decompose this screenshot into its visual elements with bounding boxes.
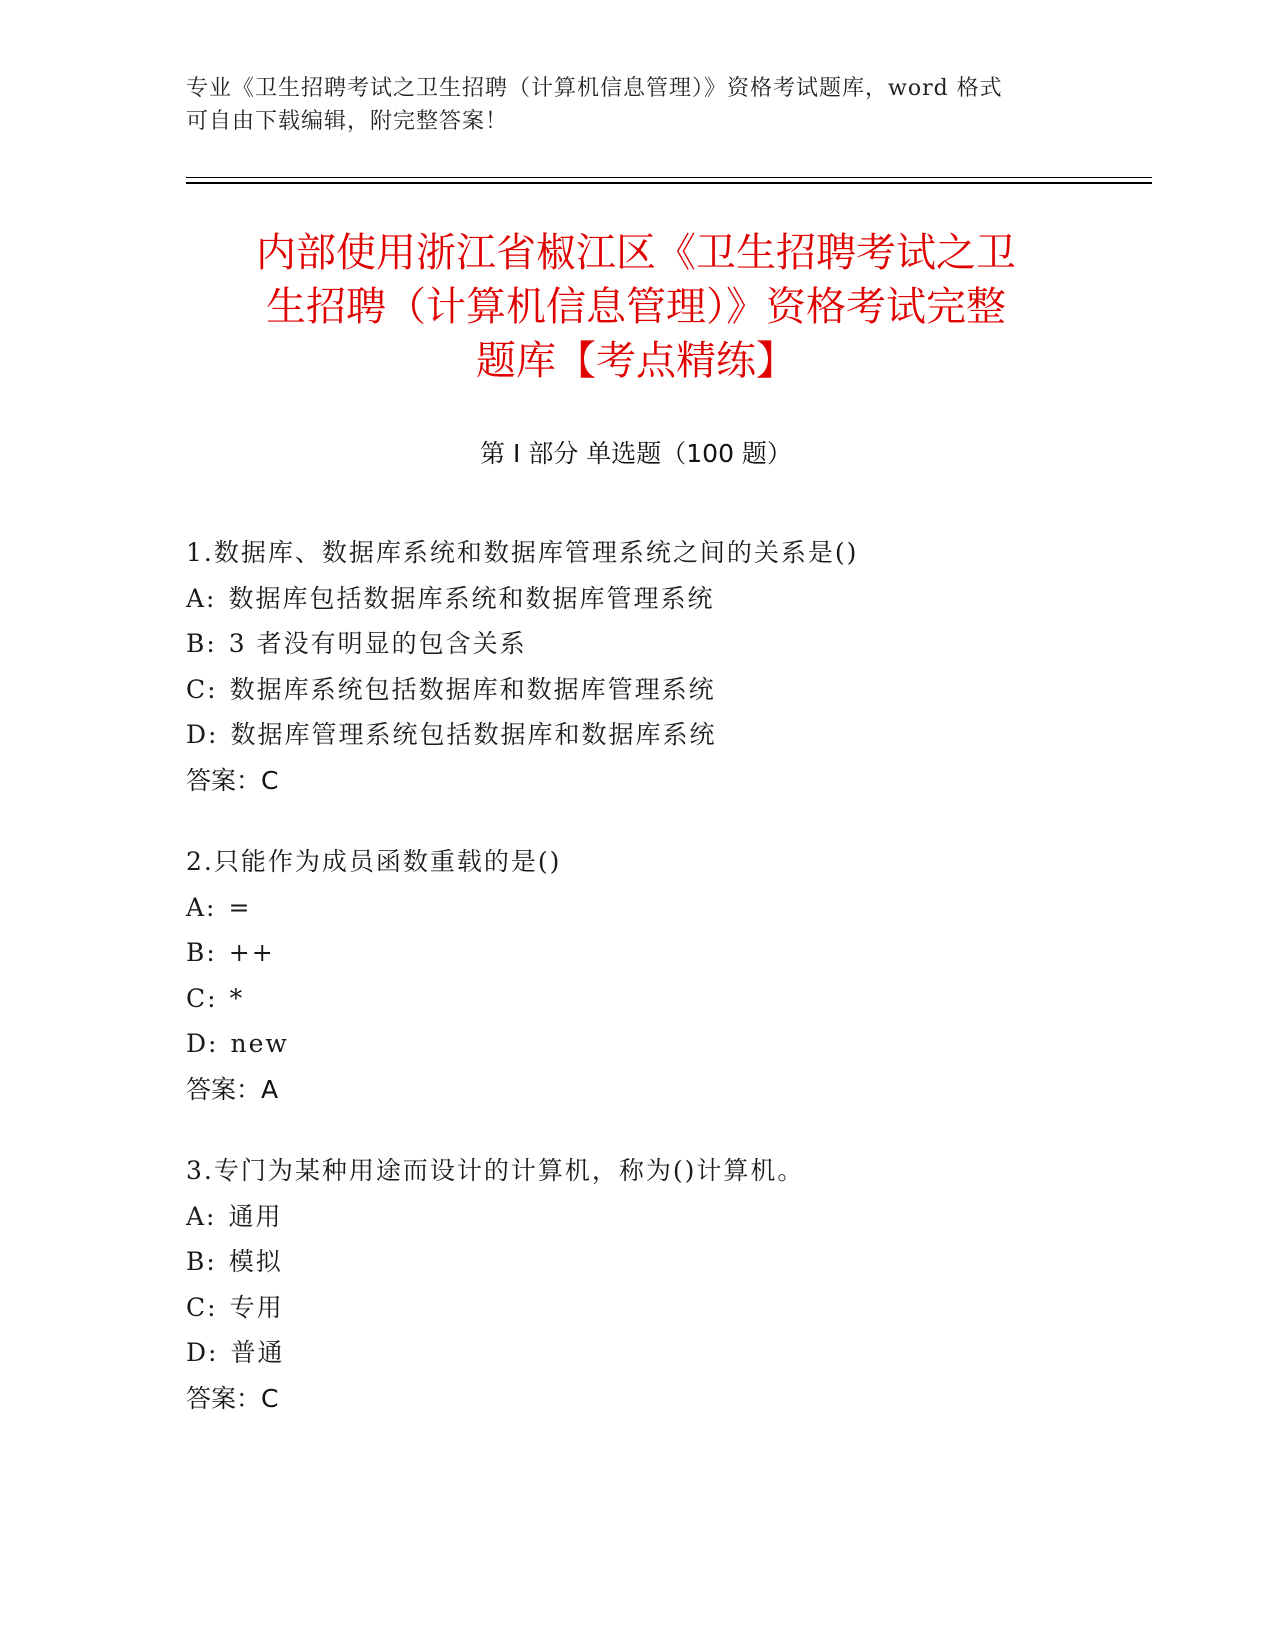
document-title-line-1: 内部使用浙江省椒江区《卫生招聘考试之卫 [256, 230, 1016, 276]
answer: 答案：A [186, 1074, 279, 1104]
option-label: D: [186, 1338, 219, 1367]
option-d [186, 712, 1086, 758]
option-text: 数据库管理系统包括数据库和数据库系统 [230, 720, 717, 749]
option-text: 3 者没有明显的包含关系 [228, 629, 527, 658]
question-stem: 2.只能作为成员函数重载的是() [186, 847, 562, 876]
option-label: A: [186, 1201, 217, 1231]
option-text: 普通 [230, 1338, 285, 1367]
option-c [186, 976, 1086, 1022]
header-divider-thin [186, 177, 1152, 178]
question-list [186, 530, 1086, 1457]
answer: 答案：C [186, 765, 279, 795]
option-a [186, 1194, 1086, 1240]
option-text: = [228, 892, 252, 922]
question-1 [186, 530, 1086, 803]
question-stem: 3.专门为某种用途而设计的计算机，称为()计算机。 [186, 1156, 805, 1185]
option-text: new [230, 1029, 289, 1058]
option-text: * [229, 983, 245, 1013]
option-d [186, 1021, 1086, 1067]
option-label: B: [186, 1247, 217, 1276]
option-label: A: [186, 583, 217, 613]
header-note-line-1: 专业《卫生招聘考试之卫生招聘（计算机信息管理）》资格考试题库，word 格式 [186, 76, 1003, 101]
document-title-line-3: 题库【考点精练】 [476, 338, 796, 384]
option-b [186, 1239, 1086, 1285]
option-a [186, 576, 1086, 622]
option-label: C: [186, 983, 218, 1013]
option-text: 通用 [228, 1201, 283, 1231]
header-note-line-2: 可自由下载编辑，附完整答案！ [186, 109, 509, 134]
option-label: C: [186, 674, 218, 704]
document-title [186, 226, 1086, 388]
option-label: A: [186, 892, 217, 922]
option-c [186, 667, 1086, 713]
option-label: C: [186, 1292, 218, 1322]
option-text: 模拟 [228, 1247, 283, 1276]
option-label: D: [186, 1029, 219, 1058]
question-3 [186, 1148, 1086, 1421]
option-label: B: [186, 938, 217, 967]
document-title-line-2: 生招聘（计算机信息管理）》资格考试完整 [266, 284, 1006, 330]
answer: 答案：C [186, 1383, 279, 1413]
option-c [186, 1285, 1086, 1331]
option-b [186, 930, 1086, 976]
option-text: 数据库包括数据库系统和数据库管理系统 [228, 583, 715, 613]
section-heading: 第 I 部分 单选题（100 题） [480, 439, 792, 468]
header-note [186, 72, 1066, 138]
option-b [186, 621, 1086, 667]
question-2 [186, 839, 1086, 1112]
option-a [186, 885, 1086, 931]
option-text: ++ [228, 938, 275, 967]
option-text: 数据库系统包括数据库和数据库管理系统 [229, 674, 716, 704]
option-d [186, 1330, 1086, 1376]
header-divider-thick [186, 182, 1152, 184]
option-label: D: [186, 720, 219, 749]
option-label: B: [186, 629, 217, 658]
option-text: 专用 [229, 1292, 284, 1322]
question-stem: 1.数据库、数据库系统和数据库管理系统之间的关系是() [186, 538, 859, 567]
